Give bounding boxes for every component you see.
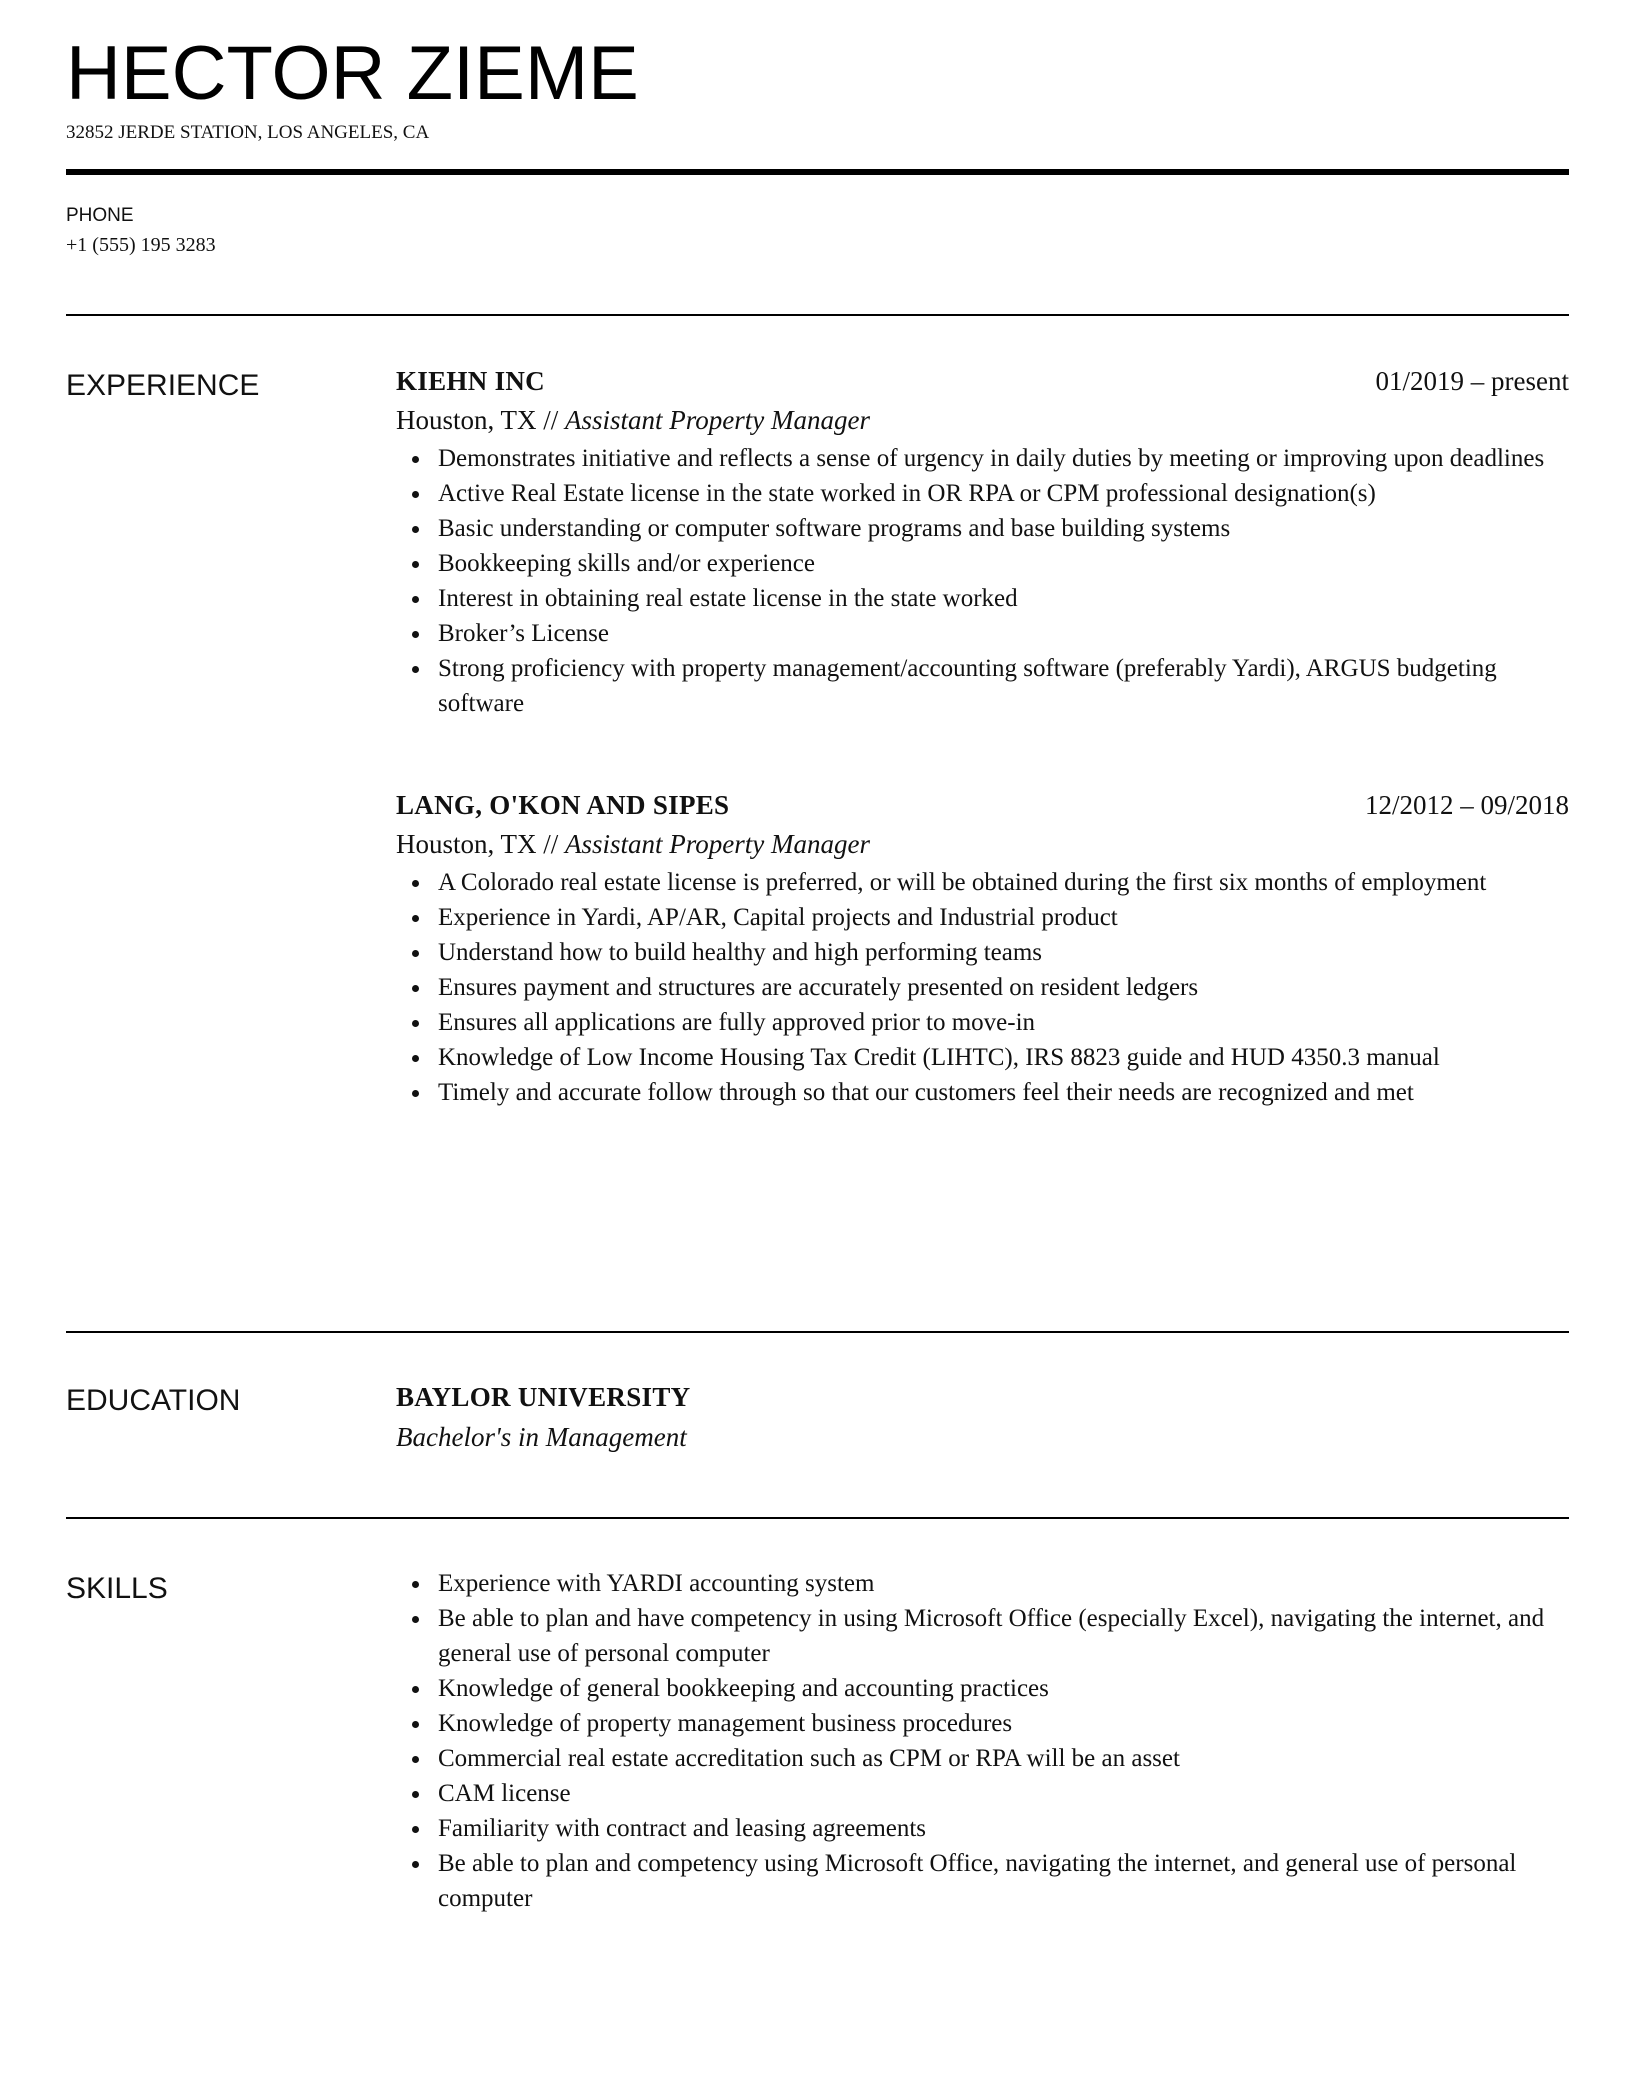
phone-number: +1 (555) 195 3283: [66, 234, 216, 256]
phone-label: PHONE: [66, 205, 134, 226]
list-item: Knowledge of property management business procedures: [438, 1706, 1569, 1741]
section-divider: [66, 1517, 1569, 1519]
list-item: Broker’s License: [438, 616, 1569, 651]
list-item: Timely and accurate follow through so that our customers feel their needs are recognized and met: [438, 1075, 1569, 1110]
list-item: Be able to plan and competency using Microsoft Office, navigating the internet, and general use of personal computer: [438, 1846, 1569, 1916]
job-header: [396, 787, 1569, 823]
job-entry: [396, 363, 1569, 721]
job-dates: 01/2019 – present: [1375, 366, 1569, 396]
candidate-address: 32852 JERDE STATION, LOS ANGELES, CA: [66, 122, 430, 143]
list-item: Ensures payment and structures are accurately presented on resident ledgers: [438, 970, 1569, 1005]
list-item: Strong proficiency with property management/accounting software (preferably Yardi), ARGUS budgeting software: [438, 651, 1569, 721]
list-item: Interest in obtaining real estate license in the state worked: [438, 581, 1569, 616]
job-subtitle: [396, 827, 1569, 861]
list-item: Ensures all applications are fully approved prior to move-in: [438, 1005, 1569, 1040]
list-item: Experience with YARDI accounting system: [438, 1566, 1569, 1601]
job-separator: //: [536, 829, 566, 859]
list-item: Basic understanding or computer software programs and base building systems: [438, 511, 1569, 546]
list-item: Demonstrates initiative and reflects a sense of urgency in daily duties by meeting or improving upon deadlines: [438, 441, 1569, 476]
job-bullets: [396, 865, 1569, 1110]
degree: Bachelor's in Management: [396, 1422, 687, 1452]
job-dates: 12/2012 – 09/2018: [1364, 790, 1569, 820]
list-item: A Colorado real estate license is preferred, or will be obtained during the first six months of employment: [438, 865, 1569, 900]
job-bullets: [396, 441, 1569, 721]
list-item: Understand how to build healthy and high performing teams: [438, 935, 1569, 970]
company-name: LANG, O'KON AND SIPES: [396, 790, 730, 820]
experience-heading: EXPERIENCE: [66, 369, 260, 402]
section-divider: [66, 314, 1569, 316]
job-separator: //: [536, 405, 566, 435]
school-name: BAYLOR UNIVERSITY: [396, 1382, 691, 1412]
list-item: Knowledge of Low Income Housing Tax Credit (LIHTC), IRS 8823 guide and HUD 4350.3 manual: [438, 1040, 1569, 1075]
skills-list: [396, 1566, 1569, 1916]
list-item: Active Real Estate license in the state worked in OR RPA or CPM professional designation(s): [438, 476, 1569, 511]
job-title: Assistant Property Manager: [565, 829, 871, 859]
list-item: CAM license: [438, 1776, 1569, 1811]
job-header: [396, 363, 1569, 399]
header-divider: [66, 169, 1569, 175]
job-location: Houston, TX: [396, 405, 537, 435]
education-heading: EDUCATION: [66, 1384, 241, 1417]
job-subtitle: [396, 403, 1569, 437]
company-name: KIEHN INC: [396, 366, 545, 396]
list-item: Commercial real estate accreditation such as CPM or RPA will be an asset: [438, 1741, 1569, 1776]
list-item: Familiarity with contract and leasing agreements: [438, 1811, 1569, 1846]
job-entry: [396, 787, 1569, 1110]
job-title: Assistant Property Manager: [565, 405, 871, 435]
candidate-name: HECTOR ZIEME: [66, 31, 639, 116]
list-item: Be able to plan and have competency in using Microsoft Office (especially Excel), navigating the internet, and general use of personal computer: [438, 1601, 1569, 1671]
job-location: Houston, TX: [396, 829, 537, 859]
section-divider: [66, 1331, 1569, 1333]
skills-heading: SKILLS: [66, 1572, 168, 1605]
experience-section: [396, 363, 1569, 1176]
list-item: Bookkeeping skills and/or experience: [438, 546, 1569, 581]
list-item: Experience in Yardi, AP/AR, Capital projects and Industrial product: [438, 900, 1569, 935]
list-item: Knowledge of general bookkeeping and accounting practices: [438, 1671, 1569, 1706]
education-section: [396, 1379, 1569, 1455]
skills-section: [396, 1566, 1569, 1916]
